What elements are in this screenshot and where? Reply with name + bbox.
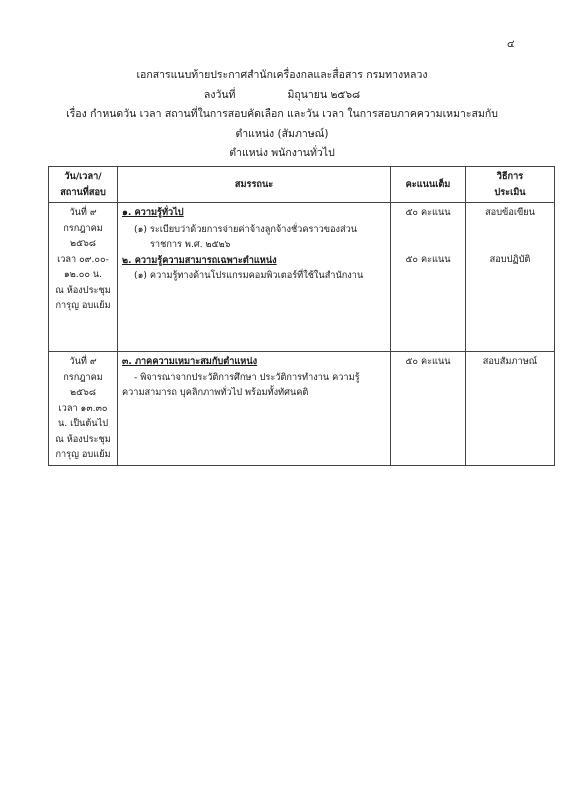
section2-item: (๑) ความรู้ทางด้านโปรแกรมคอมพิวเตอร์ที่ใช้ในสำนักงาน xyxy=(134,270,364,281)
header-position: ตำแหน่ง พนักงานทั่วไป xyxy=(229,147,335,159)
section1-item-cont: ราชการ พ.ศ. ๒๕๒๖ xyxy=(150,239,231,250)
table-row xyxy=(49,352,555,466)
header-subject: เรื่อง กำหนดวัน เวลา สถานที่ในการสอบคัดเลือก และวัน เวลา ในการสอบภาคความเหมาะสมกับ xyxy=(66,108,498,120)
method-1: สอบข้อเขียน xyxy=(485,207,535,218)
row1-when: วันที่ ๙ กรกฎาคม ๒๕๖๘ เวลา ๐๙.๐๐- ๑๒.๐๐ น. ณ ห้องประชุม การุญ อบแย้ม xyxy=(49,203,118,352)
header-date-prefix: ลงวันที่ xyxy=(203,88,236,101)
row2-score: ๕๐ คะแนน xyxy=(391,352,466,466)
row2-method: สอบสัมภาษณ์ xyxy=(466,352,555,466)
section1-title: ๑. ความรู้ทั่วไป xyxy=(122,207,184,218)
row2-competency xyxy=(118,352,391,466)
section1-item: (๑) ระเบียบว่าด้วยการจ่ายค่าจ้างลูกจ้างชั่วคราวของส่วน xyxy=(134,223,358,235)
table-header-row xyxy=(49,167,555,203)
document-header xyxy=(0,66,564,164)
header-when: วัน/เวลา/ สถานที่สอบ xyxy=(49,167,118,203)
header-competency: สมรรถนะ xyxy=(118,167,391,203)
row1-methods xyxy=(466,203,555,352)
header-date-line xyxy=(0,86,564,106)
page-number: ๔ xyxy=(507,39,515,50)
score-2: ๕๐ คะแนน xyxy=(405,253,451,265)
section3-title: ๓. ภาคความเหมาะสมกับตำแหน่ง xyxy=(122,356,258,367)
method-2: สอบปฏิบัติ xyxy=(489,253,531,265)
row2-when: วันที่ ๙ กรกฎาคม ๒๕๖๘ เวลา ๑๓.๓๐ น. เป็นต้นไป ณ ห้องประชุม การุญ อบแย้ม xyxy=(49,352,118,466)
section2-title: ๒. ความรู้ความสามารถเฉพาะตำแหน่ง xyxy=(122,254,277,266)
row1-competency xyxy=(118,203,391,352)
header-date-month: มิถุนายน ๒๕๖๘ xyxy=(287,88,361,101)
row1-scores xyxy=(391,203,466,352)
header-subject-cont: ตำแหน่ง (สัมภาษณ์) xyxy=(235,127,329,140)
header-method: วิธีการ ประเมิน xyxy=(466,167,555,203)
table-row xyxy=(49,203,555,352)
schedule-table xyxy=(48,166,555,466)
section3-line1: - พิจารณาจากประวัติการศึกษา ประวัติการทำงาน ความรู้ xyxy=(134,371,360,383)
header-full-score: คะแนนเต็ม xyxy=(391,167,466,203)
header-title: เอกสารแนบท้ายประกาศสำนักเครื่องกลและสื่อสาร กรมทางหลวง xyxy=(136,69,428,81)
score-1: ๕๐ คะแนน xyxy=(405,207,451,218)
section3-line2: ความสามารถ บุคลิกภาพทั่วไป พร้อมทั้งทัศนคติ xyxy=(122,387,309,398)
